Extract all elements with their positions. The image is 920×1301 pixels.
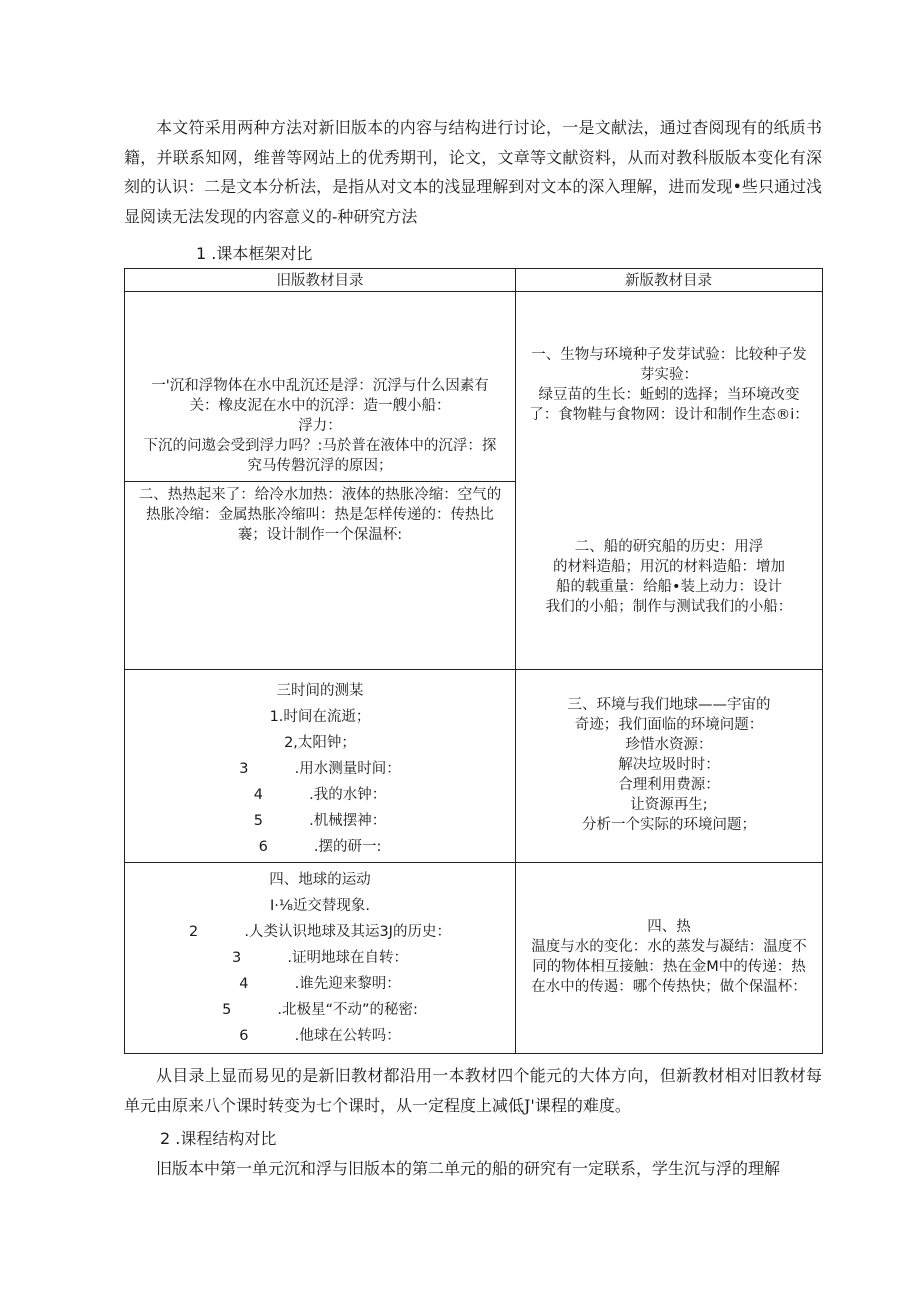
new-unit-1-line-1: 一、生物与环境种子发芽试验：比较种子发 bbox=[531, 347, 807, 363]
old-unit-4-item-line-3: 3 .证明地球在自转： bbox=[232, 950, 408, 966]
new-unit-1-line-4: 了：食物鞋与食物网：设计和制作生态®i： bbox=[529, 407, 809, 423]
new-unit-4-line-3: 同的物体相互接触：热在金M中的传递：热 bbox=[532, 959, 806, 975]
old-unit-4-item-line-4: 4 .谁先迎来黎明： bbox=[239, 976, 401, 992]
new-unit-2-line-3: 船的载重量：给船•装上动力：设计 bbox=[555, 579, 783, 595]
old-unit-2-line-2: 热胀冷缩：金属热胀冷缩叫：热是怎样传递的：传热比 bbox=[146, 507, 494, 523]
old-unit-3-item-line-3: 3 .用水测量时间： bbox=[239, 761, 401, 777]
paragraph-3: 旧版本中第一单元沉和浮与旧版本的第二单元的船的研究有一定联系，学生沉与浮的理解 bbox=[156, 1159, 781, 1178]
old-unit-1 bbox=[127, 376, 513, 476]
paragraph-2: 从目录上显而易见的是新旧教材都沿用一本教材四个能元的大体方向，但新教材相对旧教材每单元由原来八个课时转变为七个课时，从一定程度上减低J'课程的难度。 bbox=[124, 1066, 822, 1115]
old-unit-1-line-2: 关：橡皮泥在水中的沉浮：造一艘小船： bbox=[189, 398, 451, 414]
old-unit-1-line-3: 浮力： bbox=[298, 418, 342, 434]
old-unit-1-line-5: 究马传磐沉浮的原因； bbox=[247, 458, 393, 474]
old-unit-4-item-line-1: I·⅛近交替现象. bbox=[269, 898, 371, 914]
old-unit-2-line-1: 二、热热起来了：给冷水加热：液体的热胀冷缩：空气的 bbox=[138, 487, 502, 503]
intro-paragraph: 本文符采用两种方法对新旧版本的内容与结构进行讨论，一是文献法，通过杳阅现有的纸质书籍，并联系知网，维普等网站上的优秀期刊，论文，文章等文献资料，从而对教科版版本变化有深刻的认识：二是文本分析法，是指从对文本的浅显理解到对文本的深入理解，进而发现•些只通过浅显阅读无法发现的内容意义的-种研究方法 bbox=[124, 118, 822, 226]
new-unit-2 bbox=[517, 537, 821, 617]
old-unit-4-item-line-6: 6 .他球在公转吗： bbox=[239, 1028, 401, 1044]
new-unit-4 bbox=[517, 917, 821, 997]
old-unit-4: 四、地球的运动 I·⅛近交替现象. 2 .人类认识地球及其运3J的历史： 3 .证明地球在自转： 4 .谁先迎来黎明： 5 .北极星“不动”的秘密: 6 .他球在公转吗： bbox=[125, 867, 515, 1049]
old-unit-3-item-line-2: 2,太阳钟； bbox=[284, 735, 356, 751]
old-unit-4-item-line-5: 5 .北极星“不动”的秘密: bbox=[222, 1002, 418, 1018]
new-unit-4-line-1: 四、热 bbox=[647, 919, 691, 935]
new-unit-2-line-4: 我们的小船；制作与测试我们的小船： bbox=[545, 599, 793, 615]
old-unit-3-item-line-1: 1.时间在流逝； bbox=[269, 709, 371, 725]
section-2-title: 2 .课程结构对比 bbox=[160, 1129, 277, 1148]
new-unit-3-line-2: 奇迹；我们面临的环境问题： bbox=[574, 717, 764, 733]
new-unit-3-line-6: 让资源再生; bbox=[630, 797, 708, 813]
new-unit-1-line-3: 绿豆苗的生长：蚯蚓的选择；当环境改变 bbox=[538, 387, 800, 403]
old-unit-1-line-4: 下沉的问遨会受到浮力吗？:马於普在液体中的沉浮：探 bbox=[143, 438, 497, 454]
new-unit-2-line-2: 的材料造船；用沉的材料造船：增加 bbox=[553, 559, 785, 575]
new-unit-3-line-7: 分析一个实际的环境问题； bbox=[582, 817, 756, 833]
section-1-title: 1 .课本框架对比 bbox=[196, 244, 313, 263]
new-unit-1 bbox=[517, 345, 821, 425]
new-unit-3 bbox=[517, 695, 821, 835]
new-unit-4-line-2: 温度与水的变化：水的蒸发与凝结：温度不 bbox=[531, 939, 807, 955]
new-unit-3-line-3: 珍惜水资源： bbox=[625, 737, 713, 753]
old-unit-3-item-line-6: 6 .摆的研一: bbox=[258, 839, 382, 855]
new-unit-3-line-4: 解决垃圾时时： bbox=[618, 757, 720, 773]
old-unit-4-item-line-2: 2 .人类认识地球及其运3J的历史： bbox=[189, 924, 451, 940]
old-unit-2-line-3: 褰；设计制作一个保温杯: bbox=[237, 527, 403, 543]
header-new-catalog: 新版教材目录 bbox=[625, 273, 712, 289]
new-unit-3-line-5: 合理利用费源： bbox=[618, 777, 720, 793]
old-unit-3: 三时间的测某 1.时间在流逝； 2,太阳钟； 3 .用水测量时间： 4 .我的水钟： 5 .机械摆神： 6 .摆的研一: bbox=[125, 678, 515, 860]
catalog-comparison-table bbox=[124, 268, 823, 1054]
old-unit-3-item-line-4: 4 .我的水钟： bbox=[253, 787, 387, 803]
header-old-catalog: 旧版教材目录 bbox=[276, 273, 364, 289]
new-unit-3-line-1: 三、环境与我们地球——宇宙的 bbox=[567, 697, 771, 713]
new-unit-1-line-2: 芽实验： bbox=[640, 367, 698, 383]
old-unit-3-item-line-5: 5 .机械摆神： bbox=[253, 813, 387, 829]
old-unit-1-line-1: 一'沉和浮物体在水中乱沉还是浮：沉浮与什么因素有 bbox=[151, 378, 489, 394]
new-unit-2-line-1: 二、船的研究船的历史：用浮 bbox=[574, 539, 764, 555]
new-unit-4-line-4: 在水中的传遏：哪个传热快；做个保温杯： bbox=[531, 979, 807, 995]
old-unit-2 bbox=[127, 485, 513, 545]
